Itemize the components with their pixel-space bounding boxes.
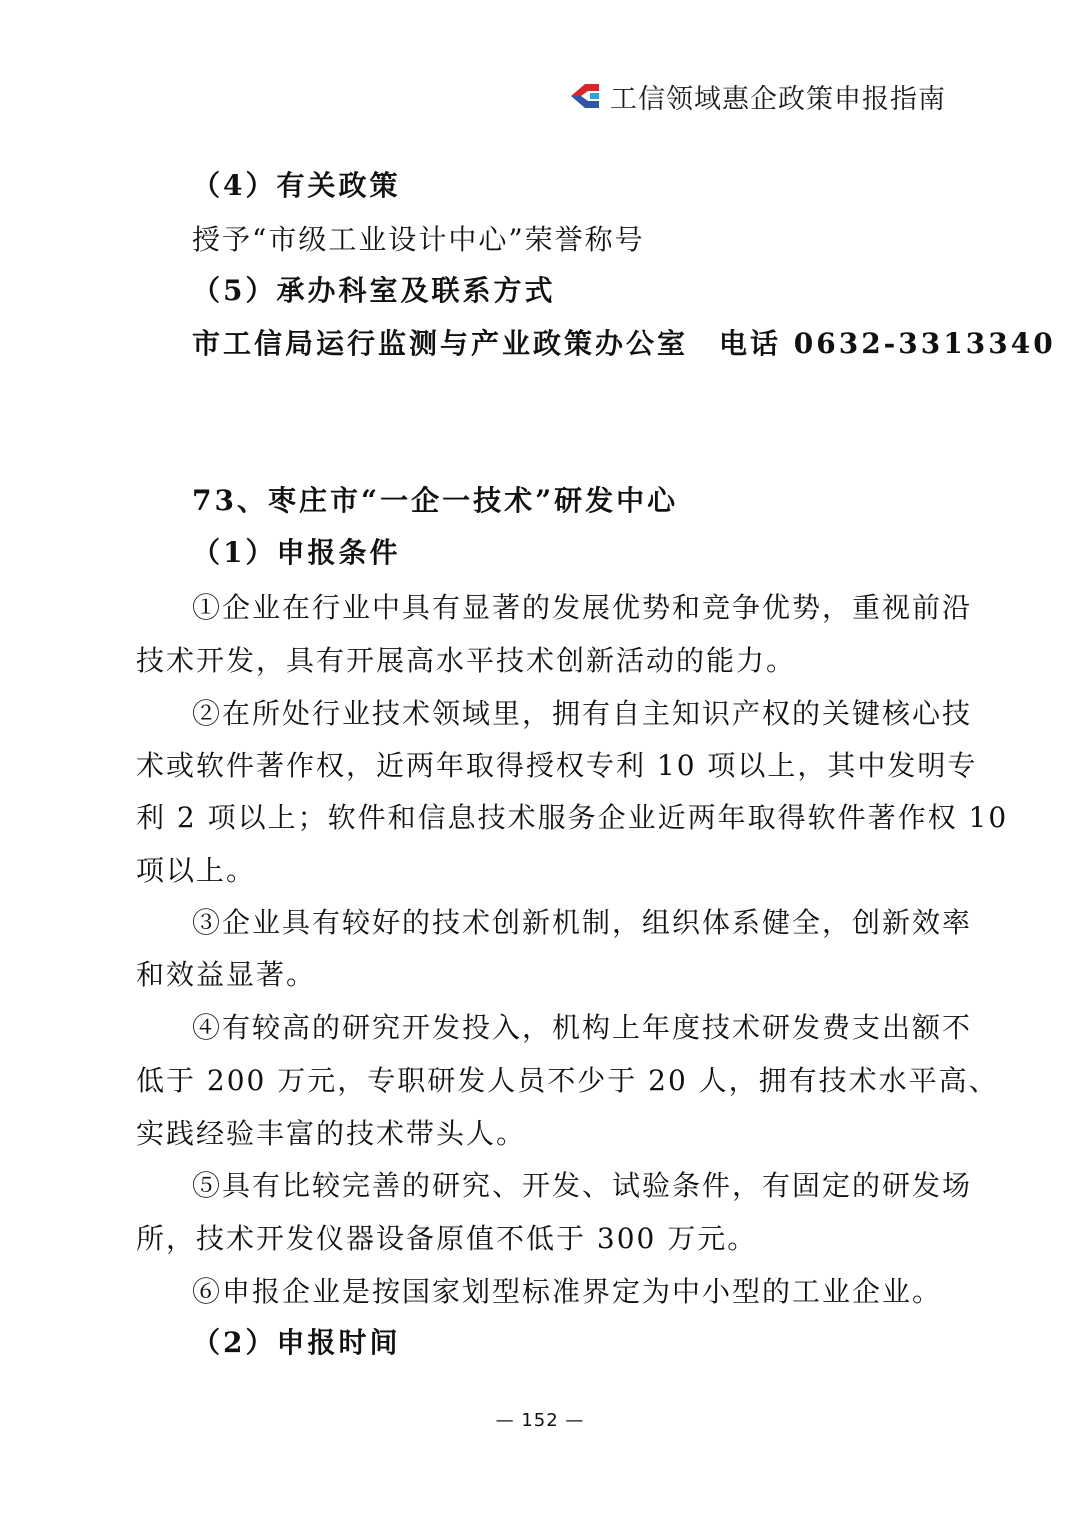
policy-heading: （4）有关政策 [192,169,401,202]
paragraph-line: 所，技术开发仪器设备原值不低于 300 万元。 [136,1222,758,1255]
section-title: 73、枣庄市“一企一技术”研发中心 [192,484,679,517]
contact-heading: （5）承办科室及联系方式 [192,274,556,307]
paragraph-line: ③企业具有较好的技术创新机制，组织体系健全，创新效率 [192,906,973,939]
paragraph-line: ②在所处行业技术领域里，拥有自主知识产权的关键核心技 [192,697,973,730]
paragraph-line: 利 2 项以上；软件和信息技术服务企业近两年取得软件著作权 10 [136,801,1009,834]
paragraph-line: ⑤具有比较完善的研究、开发、试验条件，有固定的研发场 [192,1169,973,1202]
paragraph-line: ④有较高的研究开发投入，机构上年度技术研发费支出额不 [192,1011,973,1044]
paragraph-line: 实践经验丰富的技术带头人。 [136,1117,527,1150]
paragraph-line: 低于 200 万元，专职研发人员不少于 20 人，拥有技术水平高、 [136,1064,999,1097]
colored-arrow-logo-icon [568,79,602,113]
policy-text: 授予“市级工业设计中心”荣誉称号 [192,223,645,256]
time-heading: （2）申报时间 [192,1326,401,1359]
conditions-heading: （1）申报条件 [192,536,401,569]
page-number: — 152 — [495,1410,585,1431]
paragraph-line: ①企业在行业中具有显著的发展优势和竞争优势，重视前沿 [192,591,973,624]
paragraph-line: 术或软件著作权，近两年取得授权专利 10 项以上，其中发明专 [136,749,978,782]
paragraph-line: ⑥申报企业是按国家划型标准界定为中小型的工业企业。 [192,1275,943,1308]
paragraph-line: 技术开发，具有开展高水平技术创新活动的能力。 [136,644,797,677]
header-title: 工信领域惠企政策申报指南 [610,83,946,115]
paragraph-line: 项以上。 [136,854,257,887]
contact-text: 市工信局运行监测与产业政策办公室 电话 0632-3313340 [192,327,1056,360]
page-header [568,72,946,120]
paragraph-line: 和效益显著。 [136,958,317,991]
